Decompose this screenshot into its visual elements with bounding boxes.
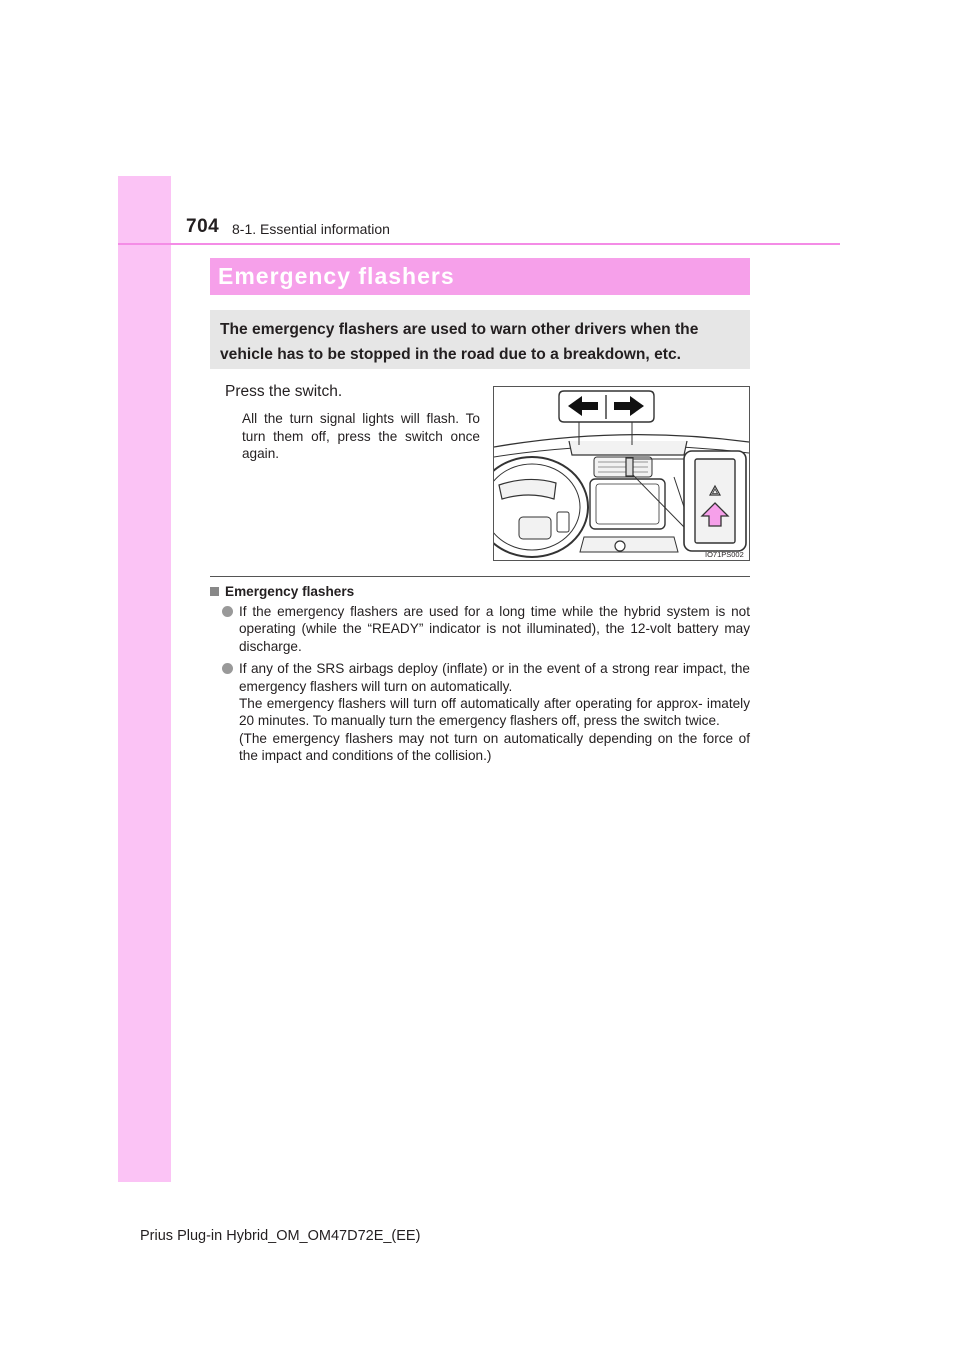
page-number: 704 <box>186 216 220 237</box>
notes-divider <box>210 576 750 577</box>
square-bullet-icon <box>210 587 219 596</box>
side-tab-strip <box>118 176 171 1182</box>
step-text: All the turn signal lights will flash. To turn them off, press the switch once again. <box>242 411 480 461</box>
note-text: The emergency flashers will turn off automatically after operating for approx- imately 20 minutes. To manually turn the emergency flashers off, press the switch twice. <box>239 696 750 729</box>
note-text: If any of the SRS airbags deploy (inflate) or in the event of a strong rear impact, the emergency flashers will turn on automatically. <box>239 661 750 694</box>
header-rule <box>118 243 840 245</box>
note-text: If the emergency flashers are used for a long time while the hybrid system is not operating (while the “READY” indicator is not illuminated), the 12-volt battery may discharge. <box>239 604 750 654</box>
footer-doc-id: Prius Plug-in Hybrid_OM_OM47D72E_(EE) <box>140 1228 421 1244</box>
notes-list <box>222 603 750 770</box>
hazard-switch-zoom <box>684 451 746 551</box>
bullet-icon <box>222 606 233 617</box>
figure-code: IO71PS002 <box>705 550 744 559</box>
page-title: Emergency flashers <box>210 258 750 295</box>
notes-heading: Emergency flashers <box>210 584 354 599</box>
step-title: Press the switch. <box>225 383 343 400</box>
list-item <box>222 603 750 655</box>
note-text: (The emergency flashers may not turn on automatically depending on the force of the impact and conditions of the collision.) <box>239 730 750 764</box>
intro-box: The emergency flashers are used to warn other drivers when the vehicle has to be stopped in the road due to a breakdown, etc. <box>210 310 750 369</box>
section-label: 8-1. Essential information <box>232 221 390 237</box>
steering-wheel <box>494 457 588 557</box>
bullet-icon <box>222 663 233 674</box>
list-item <box>222 660 750 764</box>
hazard-switch-illustration <box>493 386 750 561</box>
